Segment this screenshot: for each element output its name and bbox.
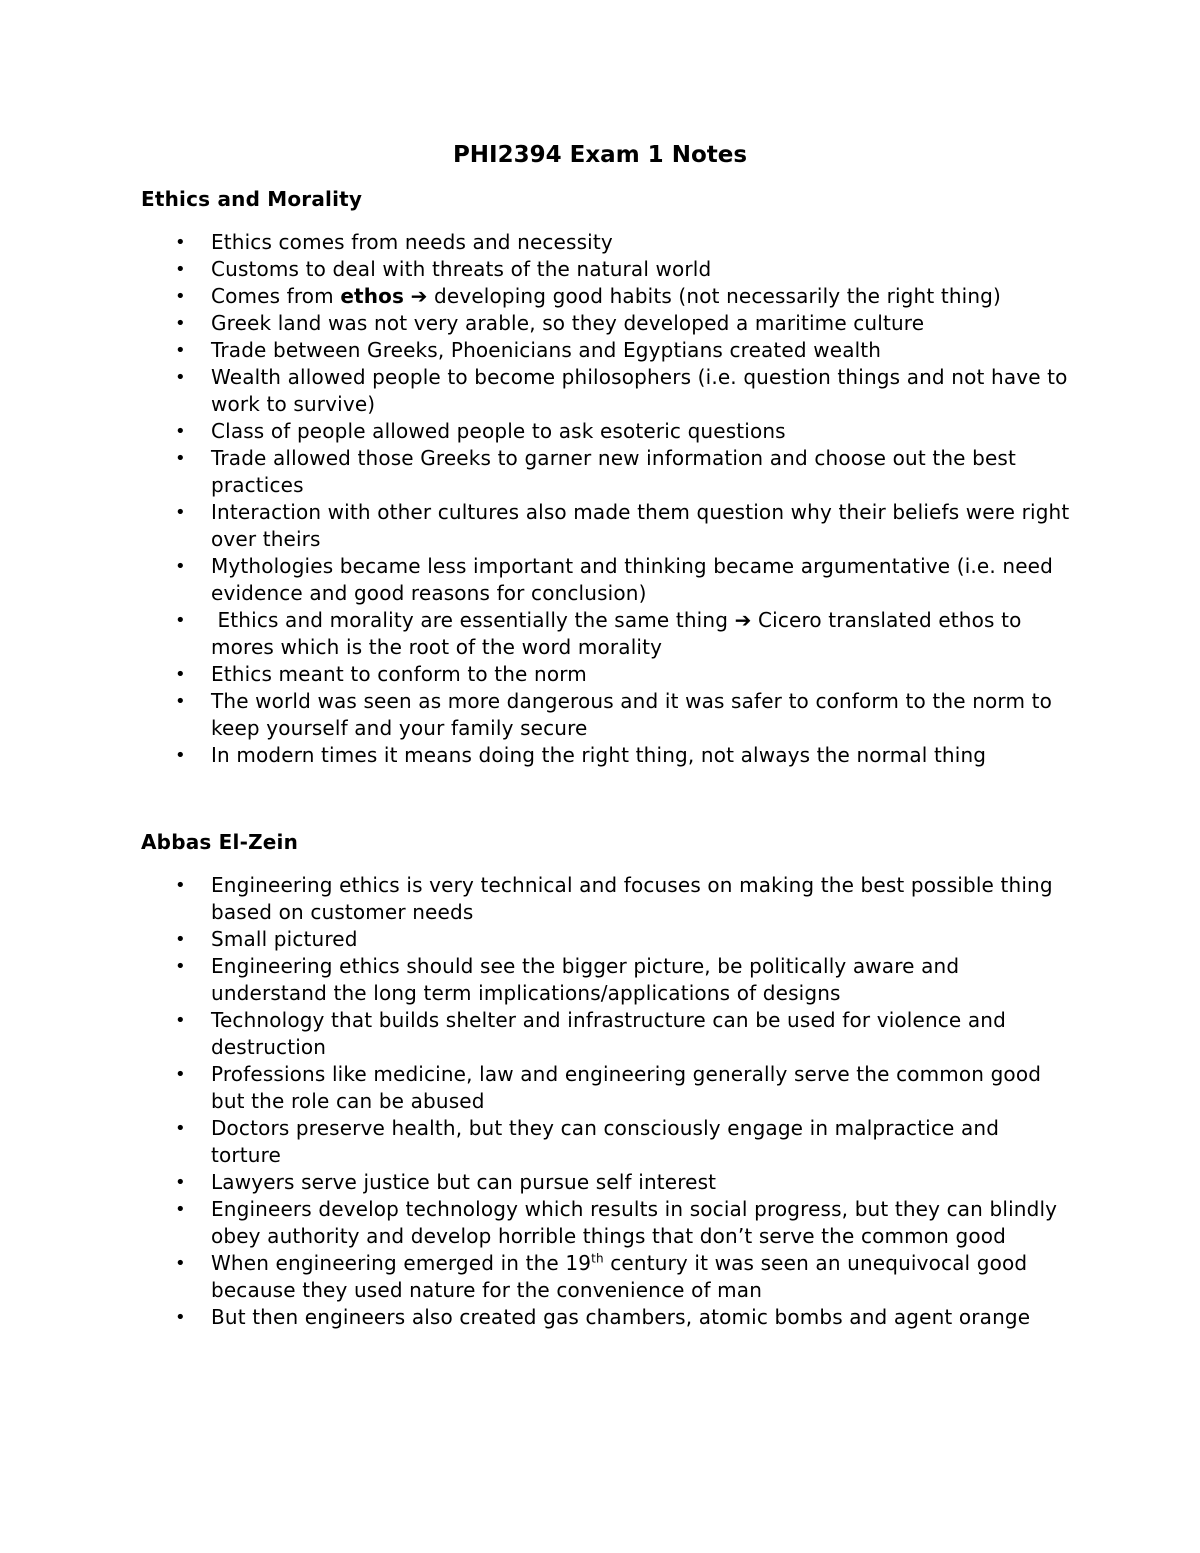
list-item (141, 283, 1071, 310)
bullet-icon: • (175, 340, 186, 361)
list-item-text: Wealth allowed people to become philosophers (i.e. question things and not have to work to survive) (211, 365, 1068, 416)
bullet-icon: • (175, 1199, 186, 1220)
list-item (141, 953, 1071, 1007)
list-item-text: Small pictured (211, 927, 358, 951)
list-item (141, 607, 1071, 661)
section-ethics-and-morality (141, 185, 1071, 769)
list-item (141, 926, 1071, 953)
bullet-icon: • (175, 313, 186, 334)
bullet-icon: • (175, 745, 186, 766)
list-item-text: Doctors preserve health, but they can consciously engage in malpractice and torture (211, 1116, 1000, 1167)
list-item (141, 1007, 1071, 1061)
list-item (141, 872, 1071, 926)
bullet-icon: • (175, 610, 186, 631)
list-item-text: Trade between Greeks, Phoenicians and Egyptians created wealth (211, 338, 882, 362)
bullet-icon: • (175, 664, 186, 685)
list-item (141, 229, 1071, 256)
arrow-right-icon: ➔ (410, 284, 428, 308)
list-item-text: Ethics meant to conform to the norm (211, 662, 587, 686)
bullet-icon: • (175, 1172, 186, 1193)
section-heading: Abbas El-Zein (141, 830, 299, 854)
list-item-text: Engineers develop technology which results in social progress, but they can blindly obey authority and develop horrible things that don’t serve the common good (211, 1197, 1058, 1248)
bullet-list (141, 229, 1071, 769)
list-item-text: Customs to deal with threats of the natural world (211, 257, 712, 281)
list-item-text: Comes from (211, 284, 341, 308)
arrow-right-icon: ➔ (734, 608, 752, 632)
bullet-icon: • (175, 421, 186, 442)
bullet-list (141, 872, 1071, 1331)
list-item-text: Ethics and morality are essentially the same thing (211, 608, 735, 632)
bullet-icon: • (175, 1253, 186, 1274)
list-item (141, 364, 1071, 418)
bullet-icon: • (175, 875, 186, 896)
list-item (141, 1115, 1071, 1169)
bullet-icon: • (175, 1010, 186, 1031)
bullet-icon: • (175, 929, 186, 950)
bullet-icon: • (175, 1118, 186, 1139)
list-item (141, 499, 1071, 553)
list-item (141, 1250, 1071, 1304)
list-item-text: Ethics comes from needs and necessity (211, 230, 613, 254)
bullet-icon: • (175, 956, 186, 977)
bullet-icon: • (175, 691, 186, 712)
bullet-icon: • (175, 232, 186, 253)
list-item-text: Technology that builds shelter and infrastructure can be used for violence and destruction (211, 1008, 1006, 1059)
list-item (141, 742, 1071, 769)
emphasized-term: ethos (340, 284, 405, 308)
document-title: PHI2394 Exam 1 Notes (452, 142, 748, 168)
list-item-text: century it was seen an unequivocal good because they used nature for the convenience of man (211, 1251, 1034, 1302)
list-item-text: Trade allowed those Greeks to garner new information and choose out the best practices (211, 446, 1016, 497)
bullet-icon: • (175, 502, 186, 523)
superscript: th (591, 1251, 604, 1266)
list-item-text: Professions like medicine, law and engineering generally serve the common good but the role can be abused (211, 1062, 1042, 1113)
list-item (141, 553, 1071, 607)
list-item-text: Lawyers serve justice but can pursue self interest (211, 1170, 717, 1194)
list-item-text: Mythologies became less important and thinking became argumentative (i.e. need evidence and good reasons for conclusion) (211, 554, 1053, 605)
bullet-icon: • (175, 286, 186, 307)
bullet-icon: • (175, 367, 186, 388)
list-item (141, 256, 1071, 283)
list-item-text: But then engineers also created gas chambers, atomic bombs and agent orange (211, 1305, 1031, 1329)
list-item (141, 1196, 1071, 1250)
list-item-text: Interaction with other cultures also made them question why their beliefs were right over theirs (211, 500, 1070, 551)
list-item-text: Engineering ethics should see the bigger picture, be politically aware and understand the long term implications/applications of designs (211, 954, 960, 1005)
list-item (141, 445, 1071, 499)
bullet-icon: • (175, 1064, 186, 1085)
section-heading: Ethics and Morality (141, 187, 363, 211)
list-item-text: developing good habits (not necessarily the right thing) (434, 284, 1001, 308)
list-item (141, 688, 1071, 742)
list-item (141, 1304, 1071, 1331)
section-abbas-el-zein (141, 828, 1071, 1331)
list-item (141, 310, 1071, 337)
list-item-text: The world was seen as more dangerous and it was safer to conform to the norm to keep yourself and your family secure (211, 689, 1052, 740)
list-item (141, 1169, 1071, 1196)
bullet-icon: • (175, 1307, 186, 1328)
list-item-text: Engineering ethics is very technical and focuses on making the best possible thing based on customer needs (211, 873, 1053, 924)
list-item-text: When engineering emerged in the 19 (211, 1251, 592, 1275)
list-item-text: Class of people allowed people to ask esoteric questions (211, 419, 786, 443)
list-item (141, 1061, 1071, 1115)
bullet-icon: • (175, 259, 186, 280)
list-item-text: Greek land was not very arable, so they developed a maritime culture (211, 311, 925, 335)
list-item-text: In modern times it means doing the right thing, not always the normal thing (211, 743, 987, 767)
list-item-text: Cicero translated ethos to mores which is the root of the word morality (211, 608, 1028, 659)
bullet-icon: • (175, 556, 186, 577)
list-item (141, 661, 1071, 688)
bullet-icon: • (175, 448, 186, 469)
list-item (141, 337, 1071, 364)
list-item (141, 418, 1071, 445)
